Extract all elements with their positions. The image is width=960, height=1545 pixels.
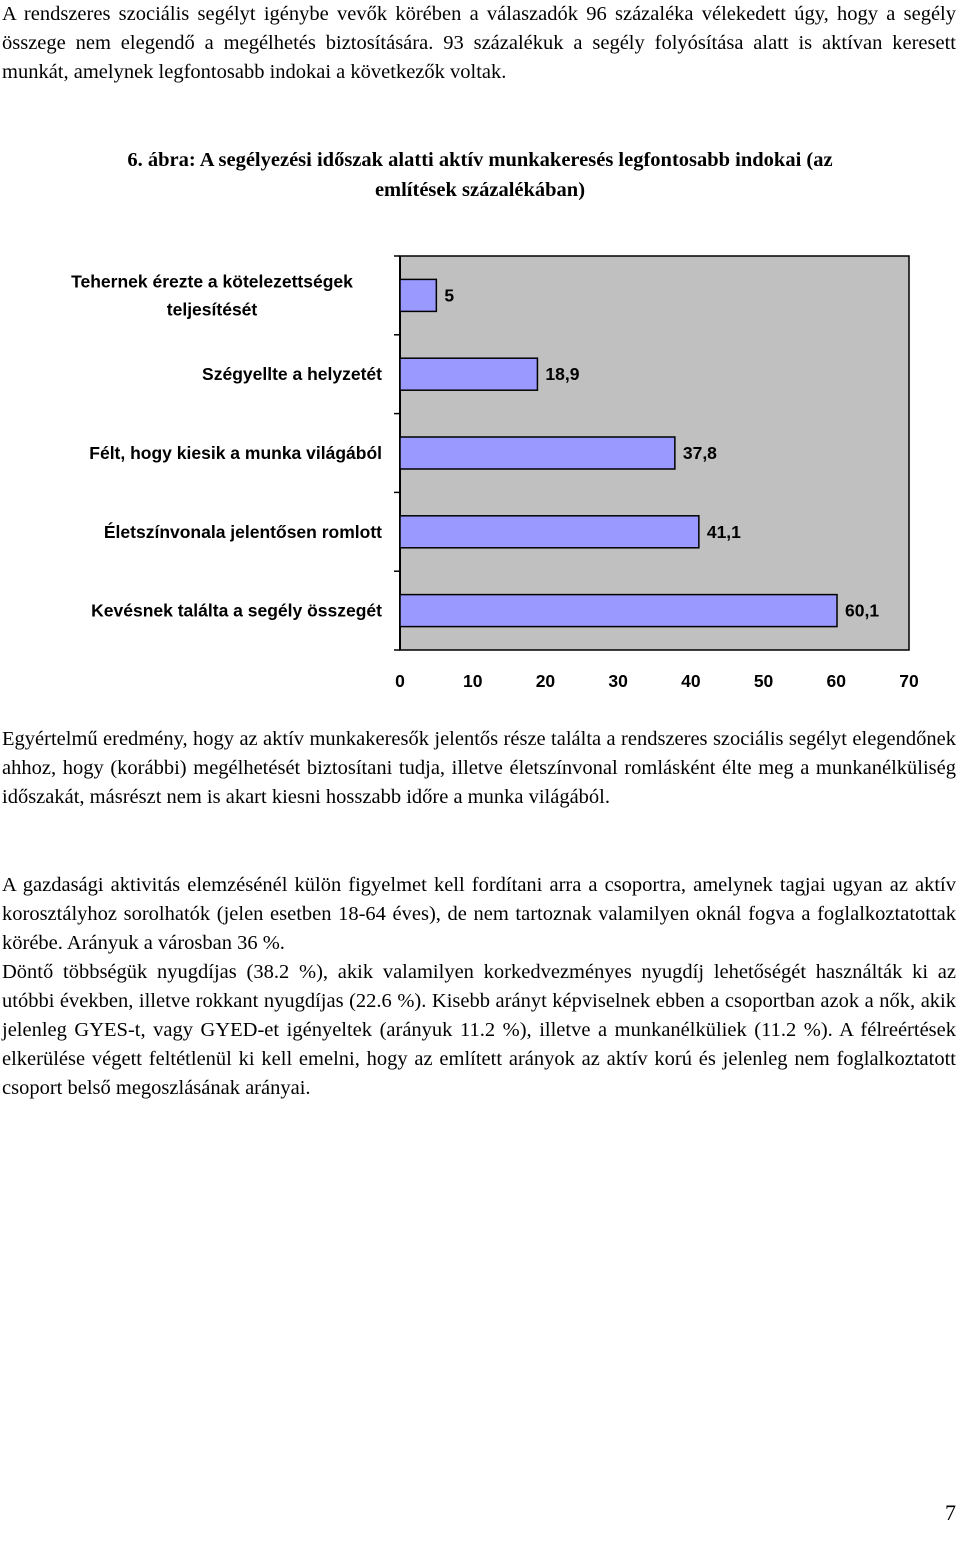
x-tick-label: 10	[462, 671, 483, 691]
x-tick-label: 70	[899, 671, 919, 691]
category-label: Szégyellte a helyzetét	[202, 364, 382, 385]
x-tick-label: 20	[535, 671, 556, 691]
result-paragraph: Egyértelmű eredmény, hogy az aktív munkakeresők jelentős része találta a rendszeres szociális segélyt elegendőnek ahhoz, hogy (korábbi) megélhetését biztosítani tudja, illetve életszínvonal romlásként élte meg a munkanélküliség időszakát, másrészt nem is akart kiesni hosszabb időre a munka világából.	[2, 728, 956, 808]
figure-caption-line-2: említések százalékában)	[374, 179, 586, 201]
category-label: Életszínvonala jelentősen romlott	[103, 521, 382, 542]
data-label: 37,8	[682, 443, 717, 463]
bar	[400, 437, 675, 469]
data-label: 5	[444, 285, 455, 306]
bar	[400, 595, 837, 627]
category-label: teljesítését	[166, 299, 258, 320]
data-label: 41,1	[706, 521, 741, 542]
x-tick-label: 0	[395, 671, 405, 691]
figure-caption-line-1: 6. ábra: A segélyezési időszak alatti aktív munkakeresés legfontosabb indokai (az	[127, 149, 833, 171]
x-tick-label: 60	[826, 671, 847, 691]
economic-activity-section	[2, 871, 956, 1103]
figure-caption	[0, 145, 960, 205]
bar	[400, 358, 537, 390]
data-label: 60,1	[845, 600, 880, 621]
x-tick-label: 50	[753, 671, 774, 691]
category-label: Félt, hogy kiesik a munka világából	[89, 443, 382, 463]
intro-paragraph: A rendszeres szociális segélyt igénybe vevők körében a válaszadók 96 százaléka vélekedett úgy, hogy a segély összege nem elegendő a megélhetés biztosítására. 93 százalékuk a segély folyósítása alatt is aktívan keresett munkát, amelynek legfontosabb indokai a következők voltak.	[2, 3, 956, 83]
bar	[400, 279, 436, 311]
bar-chart	[0, 240, 960, 710]
economic-activity-paragraph: A gazdasági aktivitás elemzésénél külön figyelmet kell fordítani arra a csoportra, amelynek tagjai ugyan az aktív korosztályhoz sorolhatók (jelen esetben 18-64 éves), de nem tartoznak valamilyen oknál fogva a foglalkoztatottak körébe. Arányuk a városban 36 %.	[2, 874, 956, 954]
page-number: 7	[945, 1500, 956, 1525]
bar	[400, 516, 699, 548]
category-label: Tehernek érezte a kötelezettségek	[71, 271, 353, 292]
category-label: Kevésnek találta a segély összegét	[91, 600, 382, 621]
x-tick-label: 30	[608, 671, 628, 691]
pensioners-paragraph: Döntő többségük nyugdíjas (38.2 %), akik valamilyen korkedvezményes nyugdíj lehetőségét használták ki az utóbbi években, illetve rokkant nyugdíjas (22.6 %). Kisebb arányt képviselnek ebben a csoportban azok a nők, akik jelenleg GYES-t, vagy GYED-et igényeltek (arányuk 11.2 %), illetve a munkanélküliek (11.2 %). A félreértések elkerülése végett feltétlenül ki kell emelni, hogy az említett arányok az aktív korú és jelenleg nem foglalkoztatott csoport belső megoszlásának arányai.	[2, 961, 956, 1099]
x-tick-label: 40	[681, 671, 701, 691]
data-label: 18,9	[545, 364, 580, 385]
